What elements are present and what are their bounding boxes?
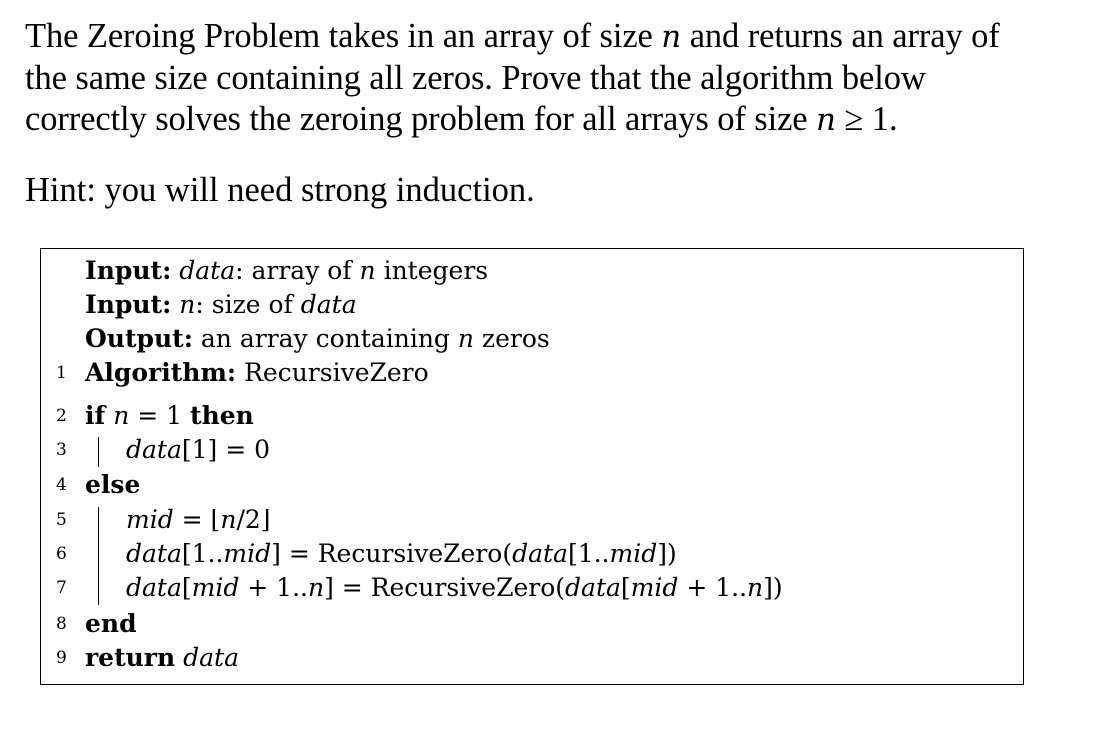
input-desc: integers	[375, 256, 489, 285]
math-variable: n	[457, 324, 474, 353]
problem-line-3	[25, 99, 1100, 141]
output-desc: zeros	[473, 324, 550, 353]
input-label: Input:	[85, 290, 172, 319]
condition: = 1	[129, 401, 191, 430]
math-variable: mid	[223, 539, 272, 568]
line-number: 3	[56, 440, 67, 460]
line-number: 4	[56, 475, 67, 495]
line-number: 6	[56, 544, 67, 564]
problem-text: correctly solves the zeroing problem for all arrays of size	[25, 100, 817, 138]
keyword: return	[85, 643, 176, 672]
math-variable: data	[183, 643, 239, 672]
math-variable: mid	[630, 573, 679, 602]
algorithm	[41, 249, 1023, 684]
problem-text: and returns an array of	[681, 17, 1000, 55]
statement: + 1..	[678, 573, 748, 602]
math-variable: n	[307, 573, 325, 602]
statement: ])	[657, 539, 677, 568]
line-number: 5	[56, 510, 67, 530]
statement: + 1..	[239, 573, 308, 602]
math-variable: data	[300, 290, 357, 319]
statement: /2⌋	[236, 505, 271, 534]
statement: ] = RecursiveZero(	[271, 539, 513, 568]
math-variable: data	[126, 539, 182, 568]
line-number: 7	[56, 578, 67, 598]
math-variable: mid	[191, 573, 240, 602]
problem-text: The Zeroing Problem takes in an array of size	[25, 17, 662, 55]
math-variable: mid	[609, 539, 658, 568]
statement: ])	[763, 573, 783, 602]
statement: [	[181, 573, 192, 602]
math-variable: n	[220, 505, 237, 534]
math-variable: data	[126, 435, 182, 464]
math-variable: data	[565, 573, 621, 602]
algorithm-box	[40, 248, 1024, 685]
keyword: then	[190, 401, 254, 430]
input-label: Input:	[85, 256, 172, 285]
math-variable: n	[747, 573, 764, 602]
input-variable: n	[179, 290, 196, 319]
math-variable: mid	[126, 505, 174, 534]
problem-line-2: the same size containing all zeros. Prove that the algorithm below	[25, 59, 926, 97]
math-variable: data	[512, 539, 568, 568]
problem-text: ≥ 1.	[835, 100, 898, 138]
statement: ] = RecursiveZero(	[324, 573, 566, 602]
keyword: Algorithm:	[85, 358, 237, 387]
math-variable: n	[816, 102, 836, 138]
input-desc: : array of	[235, 256, 360, 285]
problem-statement	[25, 16, 1100, 141]
line-number: 1	[56, 363, 67, 383]
input-variable: data	[179, 256, 236, 285]
output-desc: an array containing	[200, 324, 458, 353]
statement: [1..	[567, 539, 610, 568]
math-variable: data	[126, 573, 182, 602]
statement: [1] = 0	[181, 435, 271, 464]
math-variable: n	[359, 256, 376, 285]
problem-line-1	[25, 16, 1100, 58]
output-label: Output:	[85, 324, 193, 353]
hint-text: Hint: you will need strong induction.	[25, 171, 535, 209]
keyword: if	[85, 401, 106, 430]
line-number: 2	[56, 406, 67, 426]
math-variable: n	[661, 19, 682, 55]
input-desc: : size of	[195, 290, 301, 319]
line-number: 8	[56, 614, 67, 634]
line-number: 9	[56, 648, 67, 668]
keyword: else	[85, 470, 141, 499]
else-block-bar	[98, 507, 99, 605]
statement: [	[620, 573, 631, 602]
if-block-bar	[98, 437, 99, 467]
statement: = ⌊	[173, 505, 221, 534]
keyword: end	[85, 609, 137, 638]
algorithm-name: RecursiveZero	[244, 358, 429, 387]
statement: [1..	[181, 539, 224, 568]
math-variable: n	[113, 401, 130, 430]
